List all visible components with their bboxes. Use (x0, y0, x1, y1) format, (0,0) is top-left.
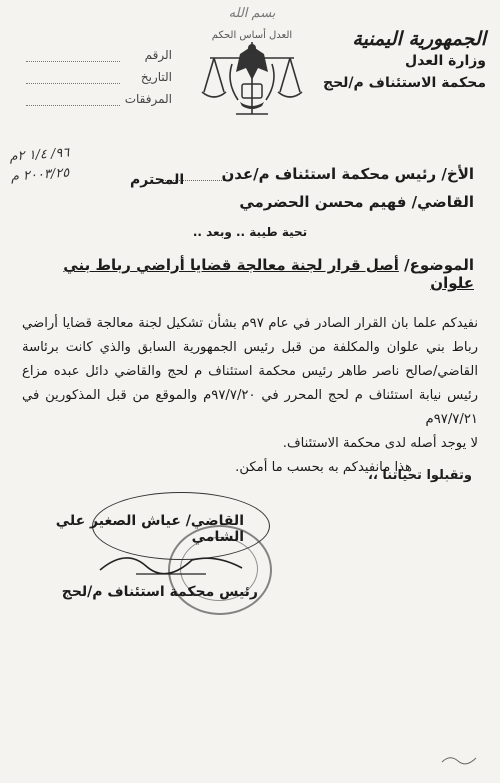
field-label: المرفقات (124, 92, 172, 106)
letterhead-court: محكمة الاستئناف م/لحج (323, 75, 486, 91)
signatory-title: رئيس محكمة استئناف م/لحج (61, 584, 258, 600)
recipient-line: الأخ/ رئيس محكمة استئناف م/عدن (221, 165, 474, 183)
reference-date-field (22, 66, 172, 88)
handwritten-line: ٢٠٠٣/٢٥ م (10, 165, 70, 185)
bismillah-text: بسم الله (228, 6, 276, 21)
field-dotted-line (26, 49, 120, 62)
field-dotted-line (26, 93, 120, 106)
body-paragraph: نفيدكم علما بان القرار الصادر في عام ٩٧م بشأن تشكيل لجنة معالجة قضايا أراضي رباط بني علوان والمكلفة من قبل رئيس الجمهورية السابق والذي كانت برئاسة القاضي/صالح ناصر طاهر رئيس محكمة استئناف م لحج والقاضي دائل عبده مزاع رئيس نيابة استئناف م لحج المحرر في ٩٧/٧/٢٠م والموقع من قبل المذكورين في ٩٧/٧/٢١م (22, 316, 479, 427)
scribble-icon (440, 752, 480, 766)
subject-line (34, 256, 474, 292)
closing-text: وتقبلوا تحياتنا ،، (368, 468, 472, 483)
handwritten-signature-icon (96, 540, 246, 580)
letterhead-right (316, 28, 486, 94)
yemen-emblem-icon (196, 2, 308, 130)
letterhead-country: الجمهورية اليمنية (352, 28, 486, 50)
letterhead-ministry: وزارة العدل (405, 53, 486, 69)
body-paragraph: لا يوجد أصله لدى محكمة الاستئناف. (282, 436, 478, 451)
emblem-motto: العدل أساس الحكم (211, 30, 293, 41)
honorific-label: المحترم (130, 172, 185, 188)
field-label: الرقم (144, 48, 172, 62)
reference-number-field (22, 44, 172, 66)
body-paragraph: هذا مانفيدكم به بحسب ما أمكن. (235, 460, 412, 475)
subject-text: أصل قرار لجنة معالجة قضايا أراضي رباط بني علوان (63, 256, 474, 292)
letter-body (22, 312, 478, 480)
subject-label: الموضوع/ (404, 256, 474, 274)
reference-attachments-field (22, 88, 172, 110)
signatory-name: القاضي/ عياش الصغير علي الشامي (55, 513, 244, 545)
recipient-line: القاضي/ فهيم محسن الحضرمي (239, 193, 474, 211)
field-label: التاريخ (140, 70, 172, 84)
field-dotted-line (26, 71, 120, 84)
greeting-text: تحية طيبة .. وبعد .. (192, 225, 308, 239)
letterhead-reference-fields (22, 44, 172, 110)
footnote-mark (440, 752, 480, 769)
recipient-block (194, 160, 474, 216)
handwritten-line: ٩٦/ ١/٤ ٢م (8, 145, 70, 165)
